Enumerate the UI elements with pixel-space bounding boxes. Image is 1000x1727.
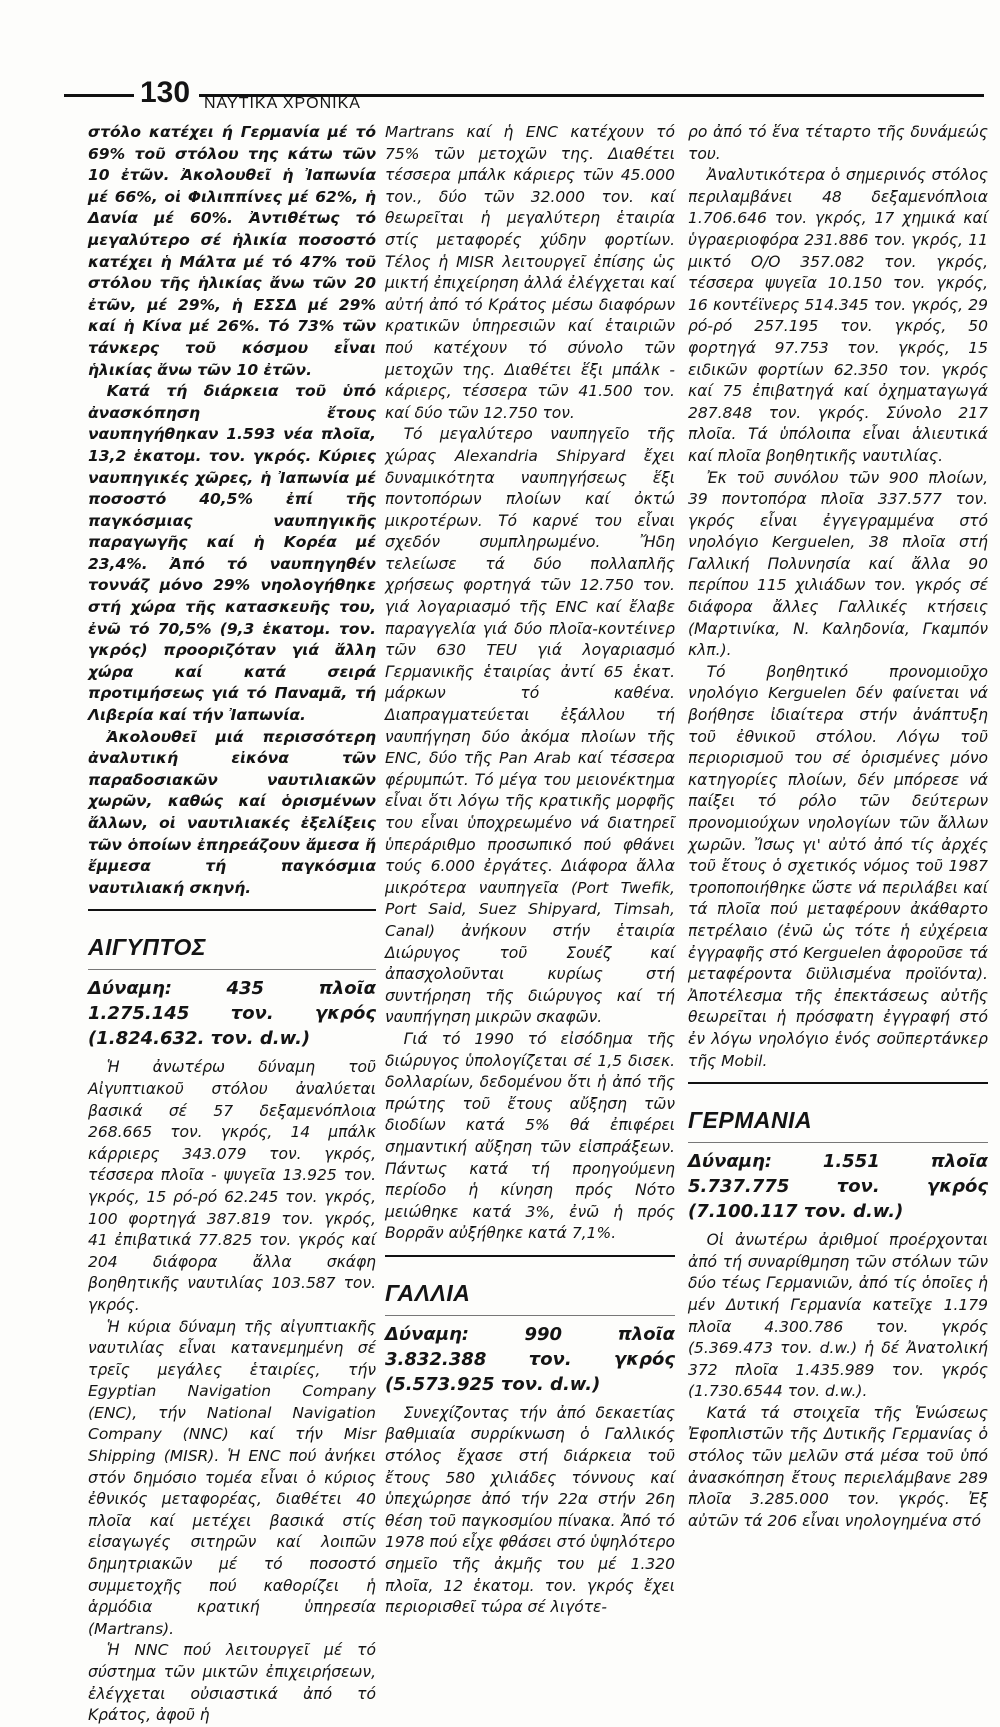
shipyard-paragraph: Τό μεγαλύτερο ναυπηγεῖο τῆς χώρας Alexandria Shipyard ἔχει δυναμικότητα ναυπηγήσεως ἕξι ποντοπόρων πλοίων καί ὀκτώ μικροτέρων. Τό καρνέ του εἶναι σχεδόν συμπληρωμένο. Ἤδη τελείωσε τά δύο πολλαπλῆς χρήσεως φορτηγά τῶν 12.750 τον. γιά λογαριασμό τῆς ENC καί ἔλαβε παραγγελία γιά δύο πλοῖα-κοντέινερ τῶν 630 TEU γιά λογαριασμό Γερμανικῆς ἑταιρίας ἀντί 65 ἑκατ. μάρκων τό καθένα. Διαπραγματεύεται ἐξάλλου τή ναυπήγηση δύο ἀκόμα πλοίων τῆς ENC, δύο τῆς Pan Arab καί τέσσερα φέρυμπώτ. Τό μέγα του μειονέκτημα εἶναι ὅτι λόγω τῆς κρατικῆς μορφῆς του εἶναι ὑποχρεωμένο νά διατηρεῖ ὑπεράριθμο προσωπικό πού φθάνει τούς 6.000 ἐργάτες. Διάφορα ἄλλα μικρότερα ναυπηγεῖα (Port Twefik, Port Said, Suez Shipyard, Timsah, Canal) ἀνήκουν στήν ἑταιρία Διώρυγος τοῦ Σουέζ καί ἀπασχολοῦνται κυρίως στή συντήρηση τῆς διώρυγος καί τή ναυπήγηση μικρῶν σκαφῶν. [385,425,675,1027]
section-heading-egypt: ΑΙΓΥΠΤΟΣ [88,934,206,961]
egypt-paragraph-2: Ἡ κύρια δύναμη τῆς αἰγυπτιακῆς ναυτιλίας εἶναι κατανεμημένη σέ τρεῖς μεγάλες ἑταιρίες, τήν Egyptian Navigation Company (ENC), τήν National Navigation Company (NNC) καί τήν Misr Shipping (MISR). Ἡ ENC πού ἀνήκει στόν δημόσιο τομέα εἶναι ὁ κύριος ἐθνικός μεταφορέας, διαθέτει 40 πλοῖα καί μετέχει βασικά στίς εἰσαγωγές σιτηρῶν καί λοιπῶν δημητριακῶν μέ τό ποσοστό συμμετοχῆς πού καθορίζει ἡ ἁρμόδια κρατική ὑπηρεσία (Martrans). [88,1317,376,1638]
egypt-paragraph-1: Ἡ ἀνωτέρω δύναμη τοῦ Αἰγυπτιακοῦ στόλου ἀναλύεται βασικά σέ 57 δεξαμενόπλοια 268.665 τον. γκρός, 14 μπάλκ κάρριερς 343.079 τον. γκρός, τέσσερα πλοῖα - ψυγεῖα 13.925 τον. γκρός, 15 ρό-ρό 62.245 τον. γκρός, 100 φορτηγά 387.819 τον. γκρός, 41 ἐπιβατικά 77.825 τον. γκρός καί 204 διάφορα ἄλλα σκάφη βοηθητικῆς ναυτιλίας 103.587 τον. γκρός. [88,1058,376,1314]
kerguelen-registry-paragraph: Ἐκ τοῦ συνόλου τῶν 900 πλοίων, 39 ποντοπόρα πλοῖα 337.577 τον. γκρός εἶναι ἐγγεγραμμένα στό νηολόγιο Kerguelen, 38 πλοῖα στή Γαλλική Πολυνησία καί ἄλλα 90 περίπου 115 χιλιάδων τον. γκρός σέ διάφορα ἄλλες Γαλλικές κτήσεις (Μαρτινίκα, Ν. Καληδονία, Γκαμπόν κλπ.). [688,468,988,660]
section-divider [688,1082,988,1084]
page-number: 130 [140,76,191,109]
column-1 [88,122,376,1725]
france-fleet-strength: Δύναμη: 990 πλοῖα 3.832.388 τον. γκρός (5.573.925 τον. d.w.) [385,1323,675,1395]
france-paragraph-2: ρο ἀπό τό ἕνα τέταρτο τῆς δυνάμεώς του. [688,123,988,163]
egypt-fleet-strength: Δύναμη: 435 πλοῖα 1.275.145 τον. γκρός (1.824.632. τον. d.w.) [88,978,376,1050]
column-2 [385,122,675,1617]
france-paragraph-1: Συνεχίζοντας τήν ἀπό δεκαετίας βαθμιαία συρρίκνωση ὁ Γαλλικός στόλος ἔχασε στή διάρκεια τοῦ ἔτους 580 χιλιάδες τόννους καί ὑπεχώρησε ἀπό τήν 22α στήν 26η θέση τοῦ παγκοσμίου πίνακα. Ἀπό τό 1978 πού εἶχε φθάσει στό ὑψηλότερο σημεῖο τῆς ἀκμῆς του μέ 1.320 πλοῖα, 12 ἑκατομ. τον. γκρός ἔχει περιορισθεῖ τώρα σέ λιγότε- [385,1403,675,1617]
intro-paragraph: στόλο κατέχει ή Γερμανία μέ τό 69% τοῦ στόλου της κάτω τῶν 10 ἐτῶν. Ἀκολουθεῖ ἡ Ἰαπωνία μέ 66%, οἱ Φιλιππίνες μέ 62%, ἡ Δανία μέ 60%. Ἀντιθέτως τό μεγαλύτερο σέ ἡλικία ποσοστό κατέχει ἡ Μάλτα μέ τό 47% τοῦ στόλου τῆς ἡλικίας ἄνω τῶν 20 ἐτῶν, μέ 29%, ἡ ΕΣΣΔ μέ 29% καί ἡ Κίνα μέ 26%. Τό 73% τῶν τάνκερς τοῦ κόσμου εἶναι ἡλικίας ἄνω τῶν 10 ἐτῶν. [88,123,376,379]
header-rule-left [64,94,134,97]
egypt-paragraph-4: Martrans καί ἡ ENC κατέχουν τό 75% τῶν μετοχῶν της. Διαθέτει τέσσερα μπάλκ κάριερς τῶν 45.000 τον., δύο τῶν 32.000 τον. καί θεωρεῖται ἡ μεγαλύτερη ἑταιρία στίς μεταφορές χύδην φορτίων. Τέλος ἡ MISR λειτουργεῖ ἐπίσης ὡς μικτή ἐπιχείρηση ἀλλά ἐλέγχεται καί αὐτή ἀπό τό Κράτος μέσω διαφόρων κρατικῶν ὑπηρεσιῶν καί ἑταιριῶν πού κατέχουν τό σύνολο τῶν μετοχῶν της. Διαθέτει ἕξι μπάλκ - κάριερς, τέσσερα τῶν 41.500 τον. καί δύο τῶν 12.750 τον. [385,123,675,422]
canal-income-paragraph: Γιά τό 1990 τό εἰσόδημα τῆς διώρυγος ὑπολογίζεται σέ 1,5 δισεκ. δολλαρίων, δεδομένου ὅτι ἡ ἀπό τῆς πρώτης τοῦ ἔτους αὔξηση τῶν διοδίων κατά 5% θά ἐπιφέρει σημαντική αὔξηση τῶν εἰσπράξεων. Πάντως κατά τή προηγούμενη περίοδο ἡ κίνηση πρός Νότο μειώθηκε κατά 3%, ἐνῶ ἡ πρός Βορρᾶν αὐξήθηκε κατά 7,1%. [385,1029,675,1243]
section-heading-france: ΓΑΛΛΙΑ [385,1279,471,1306]
germany-paragraph-2: Κατά τά στοιχεῖα τῆς Ἑνώσεως Ἐφοπλιστῶν τῆς Δυτικῆς Γερμανίας ὁ στόλος τῶν μελῶν στά μέσα τοῦ ὑπό ἀνασκόπηση ἔτους περιελάμβανε 289 πλοῖα 3.285.000 τον. γκρός. Ἐξ αὐτῶν τά 206 εἶναι νηολογημένα στό [688,1403,988,1530]
germany-fleet-strength: Δύναμη: 1.551 πλοῖα 5.737.775 τον. γκρός (7.100.117 τον. d.w.) [688,1151,988,1223]
heading-rule [385,1315,675,1316]
page-header [64,76,984,116]
section-heading-germany: ΓΕΡΜΑΝΙΑ [688,1107,813,1134]
magazine-title: ΝΑΥΤΙΚΑ ΧΡΟΝΙΚΑ [204,95,361,112]
column-3 [688,122,988,1530]
section-divider [385,1255,675,1257]
heading-rule [88,969,376,970]
germany-paragraph-1: Οἱ ἀνωτέρω ἀριθμοί προέρχονται ἀπό τή συναρίθμηση τῶν στόλων τῶν δύο τέως Γερμανιῶν, ἀπό τίς ὁποῖες ἡ μέν Δυτική Γερμανία κατεῖχε 1.179 πλοῖα 4.300.786 τον. γκρός (5.369.473 τον. d.w.) ἡ δέ Ἀνατολική 372 πλοῖα 1.435.989 τον. γκρός (1.730.6544 τον. d.w.). [688,1231,988,1401]
france-fleet-breakdown: Ἀναλυτικότερα ὁ σημερινός στόλος περιλαμβάνει 48 δεξαμενόπλοια 1.706.646 τον. γκρός, 17 χημικά καί ὑγραεριοφόρα 231.886 τον. γκρός, 11 μικτό Ο/Ο 357.082 τον. γκρός, τέσσερα ψυγεῖα 10.150 τον. γκρός, 16 κοντέϊνερς 514.345 τον. γκρός, 29 ρό-ρό 257.195 τον. γκρός, 50 φορτηγά 97.753 τον. γκρός, 15 ειδικῶν φορτίων 62.350 τον. γκρός καί 75 ἐπιβατηγά καί ὀχηματαγωγά 287.848 τον. γκρός. Σύνολο 217 πλοῖα. Τά ὑπόλοιπα εἶναι ἁλιευτικά καί πλοῖα βοηθητικῆς ναυτιλίας. [688,166,988,465]
egypt-paragraph-3: Ἡ NNC πού λειτουργεῖ μέ τό σύστημα τῶν μικτῶν ἐπιχειρήσεων, ἐλέγχεται οὐσιαστικά ἀπό τό Κράτος, ἀφοῦ ἡ [88,1641,376,1725]
heading-rule [688,1142,988,1143]
kerguelen-analysis-paragraph: Τό βοηθητικό προνομιοῦχο νηολόγιο Kerguelen δέν φαίνεται νά βοήθησε ἰδιαίτερα στήν ἀνάπτυξη τοῦ ἐθνικοῦ στόλου. Λόγω τοῦ περιορισμοῦ του σέ ὁρισμένες μόνο κατηγορίες πλοίων, δέν μπόρεσε νά παίξει τό ρόλο τῶν δεύτερων προνομιούχων νηολογίων τῶν ἄλλων χωρῶν. Ἴσως γι' αὐτό ἀπό τίς ἀρχές τοῦ ἔτους ὁ σχετικός νόμος τοῦ 1987 τροποποιήθηκε ὥστε νά περιλάβει καί τά πλοῖα πού μεταφέρουν ἀκάθαρτο πετρέλαιο (ἐνῶ ὡς τότε ἡ εὐχέρεια ἐγγραφῆς στό Kerguelen ἀφοροῦσε τά μεταφέροντα διϋλισμένα προϊόντα). Ἀποτέλεσμα τῆς ἐπεκτάσεως αὐτῆς θεωρεῖται ἡ πρόσφατη ἐγγραφή στό ἐν λόγω νηολόγιο ἑνός σοῦπερτάνκερ τῆς Mobil. [688,662,988,1070]
section-divider [88,909,376,911]
shipbuilding-paragraph: Κατά τή διάρκεια τοῦ ὑπό ἀνασκόπηση ἔτους ναυπηγήθηκαν 1.593 νέα πλοῖα, 13,2 ἑκατομ. τον. γκρός. Κύριες ναυπηγικές χῶρες, ἡ Ἰαπωνία μέ ποσοστό 40,5% ἐπί τῆς παγκόσμιας ναυπηγικῆς παραγωγῆς καί ἡ Κορέα μέ 23,4%. Ἀπό τό ναυπηγηθέν τοννάζ μόνο 29% νηολογήθηκε στή χώρα τῆς κατασκευῆς του, ἐνῶ τό 70,5% (9,3 ἑκατομ. τον. γκρός) προοριζόταν γιά ἄλλη χώρα καί κατά σειρά προτιμήσεως γιά τό Παναμᾶ, τή Λιβερία καί τήν Ἰαπωνία. [88,382,376,725]
analysis-paragraph: Ἀκολουθεῖ μιά περισσότερη ἀναλυτική εἰκόνα τῶν παραδοσιακῶν ναυτιλιακῶν χωρῶν, καθώς καί ὁρισμένων ἄλλων, οἱ ναυτιλιακές ἐξελίξεις τῶν ὁποίων ἐπηρεάζουν ἄμεσα ἤ ἔμμεσα τή παγκόσμια ναυτιλιακή σκηνή. [88,727,376,897]
